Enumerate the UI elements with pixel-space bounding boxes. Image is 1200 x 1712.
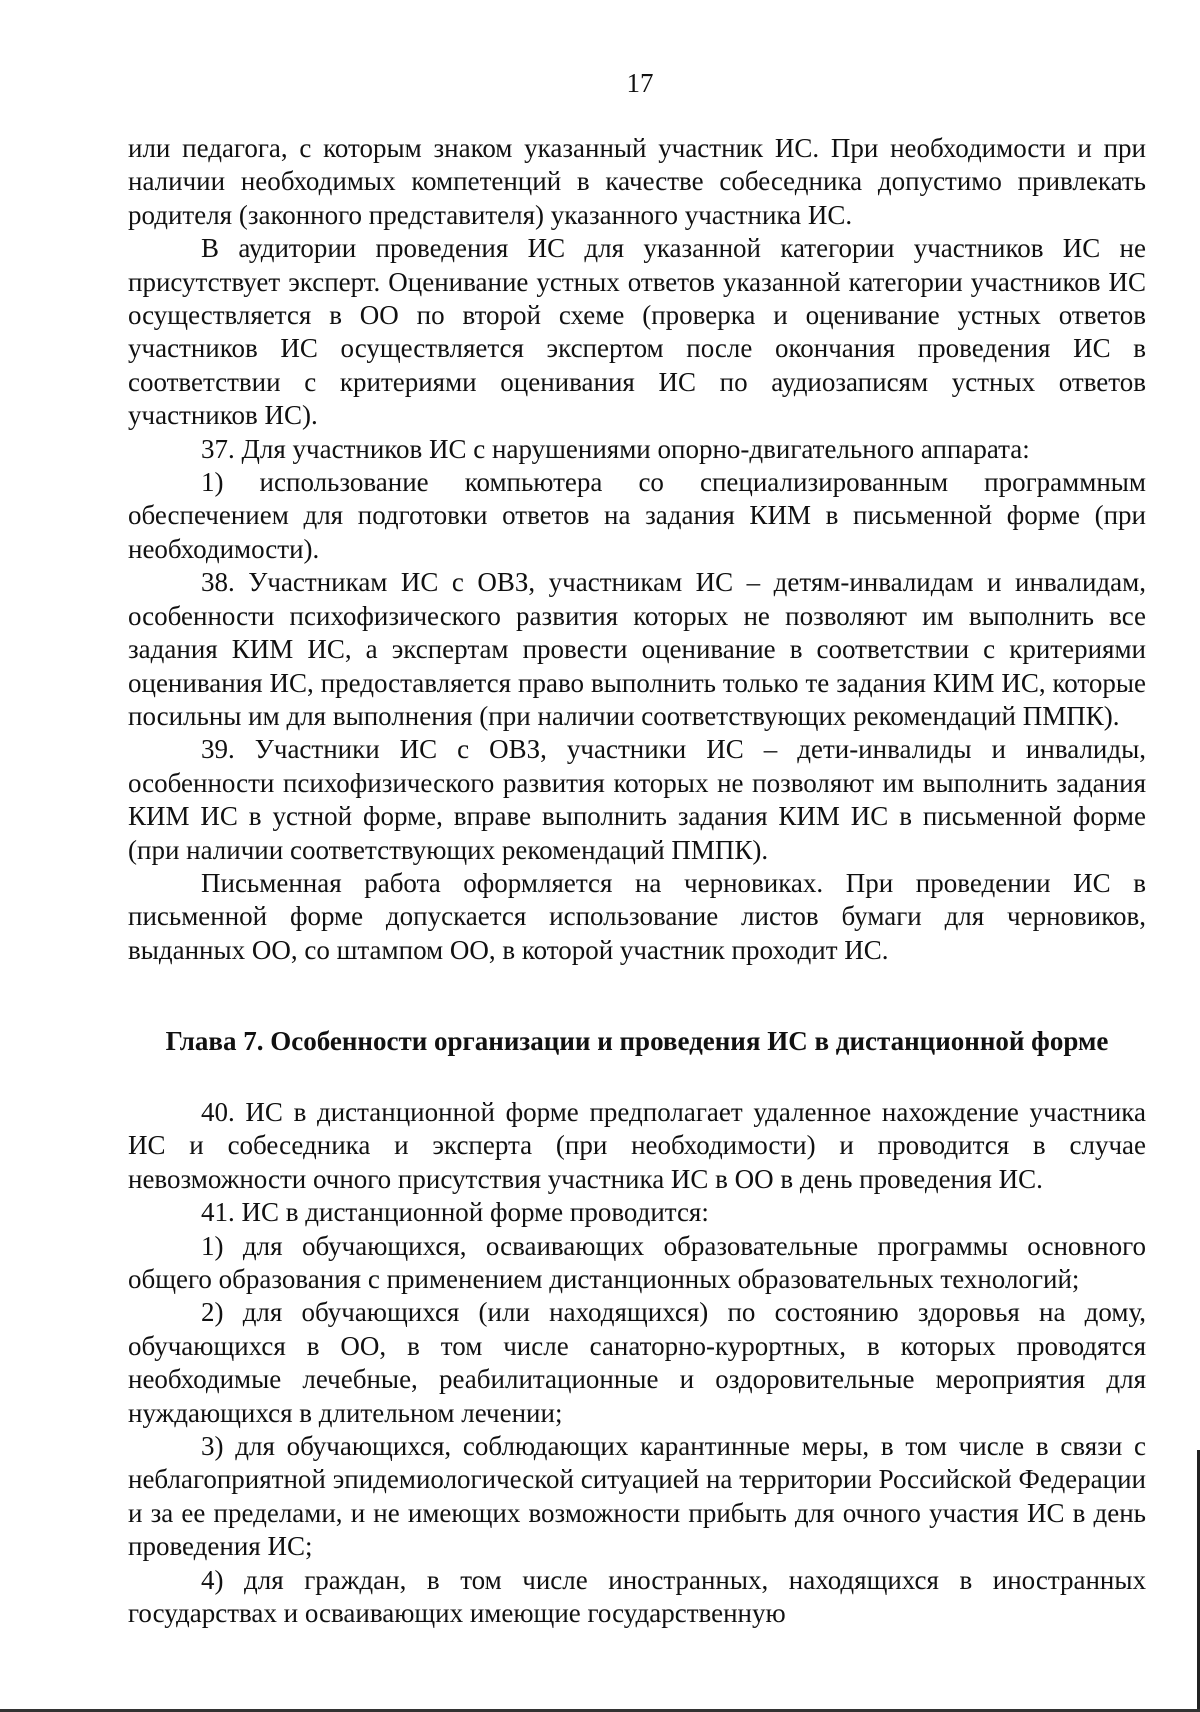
paragraph-written-work: Письменная работа оформляется на черновиках. При проведении ИС в письменной форме допускается использование листов бумаги для черновиков, выданных ОО, со штампом ОО, в которой участник проходит ИС. — [128, 867, 1146, 965]
paragraph-item-39: 39. Участники ИС с ОВЗ, участники ИС – дети-инвалиды и инвалиды, особенности психофизического развития которых не позволяют им выполнить задания КИМ ИС в устной форме, вправе выполнить задания КИМ ИС в письменной форме (при наличии соответствующих рекомендаций ПМПК). — [128, 734, 1146, 865]
chapter-title: Глава 7. Особенности организации и проведения ИС в дистанционной форме — [165, 1026, 1109, 1056]
paragraph-item-41-1: 1) для обучающихся, осваивающих образовательные программы основного общего образования с применением дистанционных образовательных технологий; — [128, 1230, 1146, 1295]
paragraph-item-37: 37. Для участников ИС с нарушениями опорно-двигательного аппарата: — [201, 433, 1030, 464]
paragraph-item-38: 38. Участникам ИС с ОВЗ, участникам ИС – детям-инвалидам и инвалидам, особенности психофизического развития которых не позволяют им выполнить все задания КИМ ИС, а экспертам провести оценивание в соответствии с критериями оценивания ИС, предоставляется право выполнить только те задания КИМ ИС, которые посильны им для выполнения (при наличии соответствующих рекомендаций ПМПК). — [128, 567, 1146, 731]
paragraph-item-41-3: 3) для обучающихся, соблюдающих карантинные меры, в том числе в связи с неблагоприятной эпидемиологической ситуацией на территории Российской Федерации и за ее пределами, и не имеющих возможности прибыть для очного участия ИС в день проведения ИС; — [128, 1431, 1146, 1562]
paragraph-item-41: 41. ИС в дистанционной форме проводится: — [201, 1197, 709, 1228]
paragraph-item-40: 40. ИС в дистанционной форме предполагает удаленное нахождение участника ИС и собеседника и эксперта (при необходимости) и проводится в случае невозможности очного присутствия участника ИС в ОО в день проведения ИС. — [128, 1097, 1146, 1194]
paragraph-item-41-2: 2) для обучающихся (или находящихся) по состоянию здоровья на дому, обучающихся в ОО, в том числе санаторно-курортных, в которых проводятся необходимые лечебные, реабилитационные и оздоровительные мероприятия для нуждающихся в длительном лечении; — [128, 1297, 1146, 1428]
top-text-block — [128, 132, 1146, 967]
paragraph-expert-absence: В аудитории проведения ИС для указанной категории участников ИС не присутствует эксперт. Оценивание устных ответов указанной категории участников ИС осуществляется в ОО по второй схеме (проверка и оценивание устных ответов участников ИС осуществляется экспертом после окончания проведения ИС в соответствии с критериями оценивания ИС по аудиозаписям устных ответов участников ИС). — [128, 233, 1146, 431]
bottom-text-block — [128, 1096, 1146, 1631]
paragraph-continuation: или педагога, с которым знаком указанный участник ИС. При необходимости и при наличии необходимых компетенций в качестве собеседника допустимо привлекать родителя (законного представителя) указанного участника ИС. — [128, 133, 1146, 230]
page-number: 17 — [626, 68, 654, 98]
paragraph-item-37-1: 1) использование компьютера со специализированным программным обеспечением для подготовки ответов на задания КИМ в письменной форме (при необходимости). — [128, 467, 1146, 564]
paragraph-item-41-4: 4) для граждан, в том числе иностранных, находящихся в иностранных государствах и осваивающих имеющие государственную — [128, 1564, 1146, 1629]
